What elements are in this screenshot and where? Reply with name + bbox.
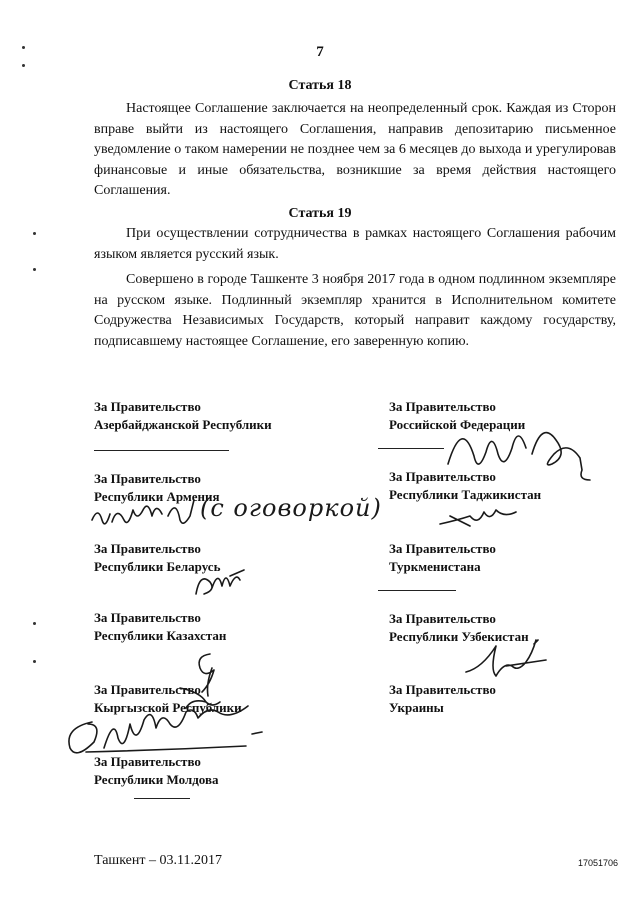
article-19-heading: Статья 19 bbox=[288, 206, 352, 221]
margin-dot bbox=[33, 622, 36, 625]
armenia-signature bbox=[88, 496, 200, 536]
signatory-azerbaijan bbox=[94, 398, 272, 434]
armenia-reservation-note: (с оговоркой) bbox=[200, 494, 382, 522]
signatory-line2: Республики Беларусь bbox=[94, 559, 221, 574]
closing-paragraph: Совершено в городе Ташкенте 3 ноября 2017 года в одном подлинном экземпляре на русском языке. Подлинный экземпляр хранится в Исполнительном комитете Содружества Независимых Государств, который направит каждому государству, подписавшему настоящее Соглашение, его заверенную копию. bbox=[94, 272, 616, 349]
signatory-line2: Кыргызской Республики bbox=[94, 700, 242, 715]
signatory-line1: За Правительство bbox=[389, 469, 496, 484]
article-18-heading: Статья 18 bbox=[288, 78, 352, 93]
signatory-line2: Российской Федерации bbox=[389, 417, 526, 432]
signatory-line1: За Правительство bbox=[94, 541, 201, 556]
signatory-line1: За Правительство bbox=[389, 611, 496, 626]
signatory-line1: За Правительство bbox=[389, 682, 496, 697]
signature-line bbox=[378, 448, 444, 449]
signatory-line1: За Правительство bbox=[389, 399, 496, 414]
signature-line bbox=[134, 798, 190, 799]
margin-dot bbox=[33, 660, 36, 663]
signatory-line1: За Правительство bbox=[94, 610, 201, 625]
signatory-kazakhstan bbox=[94, 609, 226, 645]
tajikistan-signature bbox=[436, 508, 520, 532]
signatory-line2: Республики Узбекистан bbox=[389, 629, 529, 644]
signatory-line1: За Правительство bbox=[389, 541, 496, 556]
signature-line bbox=[378, 590, 456, 591]
signatory-line2: Республики Казахстан bbox=[94, 628, 227, 643]
kyrgyzstan-signature bbox=[176, 684, 224, 712]
article-19-text: При осуществлении сотрудничества в рамках настоящего Соглашения рабочим языком является русский язык. bbox=[94, 226, 616, 262]
margin-dot bbox=[33, 232, 36, 235]
signatory-line2: Украины bbox=[389, 700, 444, 715]
article-18-text: Настоящее Соглашение заключается на неопределенный срок. Каждая из Сторон вправе выйти из настоящего Соглашения, направив депозитарию письменное уведомление о таком намерении не позднее чем за 6 месяцев до выхода и урегулировав финансовые и иные обязательства, возникшие за время действия настоящего Соглашения. bbox=[94, 101, 616, 198]
signatory-turkmenistan bbox=[389, 540, 496, 576]
signatory-line2: Республики Армения bbox=[94, 489, 220, 504]
signatory-line2: Республики Таджикистан bbox=[389, 487, 542, 502]
margin-dot bbox=[22, 64, 25, 67]
belarus-signature bbox=[190, 568, 254, 600]
signatory-line1: За Правительство bbox=[94, 754, 201, 769]
signatory-line1: За Правительство bbox=[94, 682, 201, 697]
footer-place-date: Ташкент – 03.11.2017 bbox=[94, 853, 222, 868]
signatory-line2: Туркменистана bbox=[389, 559, 481, 574]
page-number: 7 bbox=[316, 44, 324, 60]
signature-line bbox=[94, 450, 229, 451]
footer-doc-code: 17051706 bbox=[578, 858, 619, 868]
signatory-line2: Республики Молдова bbox=[94, 772, 219, 787]
uzbekistan-signature bbox=[462, 636, 562, 688]
moldova-signature bbox=[62, 712, 298, 760]
signatory-line1: За Правительство bbox=[94, 471, 201, 486]
russia-signature bbox=[440, 414, 600, 482]
signatory-line2: Азербайджанской Республики bbox=[94, 417, 272, 432]
signatory-line1: За Правительство bbox=[94, 399, 201, 414]
margin-dot bbox=[33, 268, 36, 271]
